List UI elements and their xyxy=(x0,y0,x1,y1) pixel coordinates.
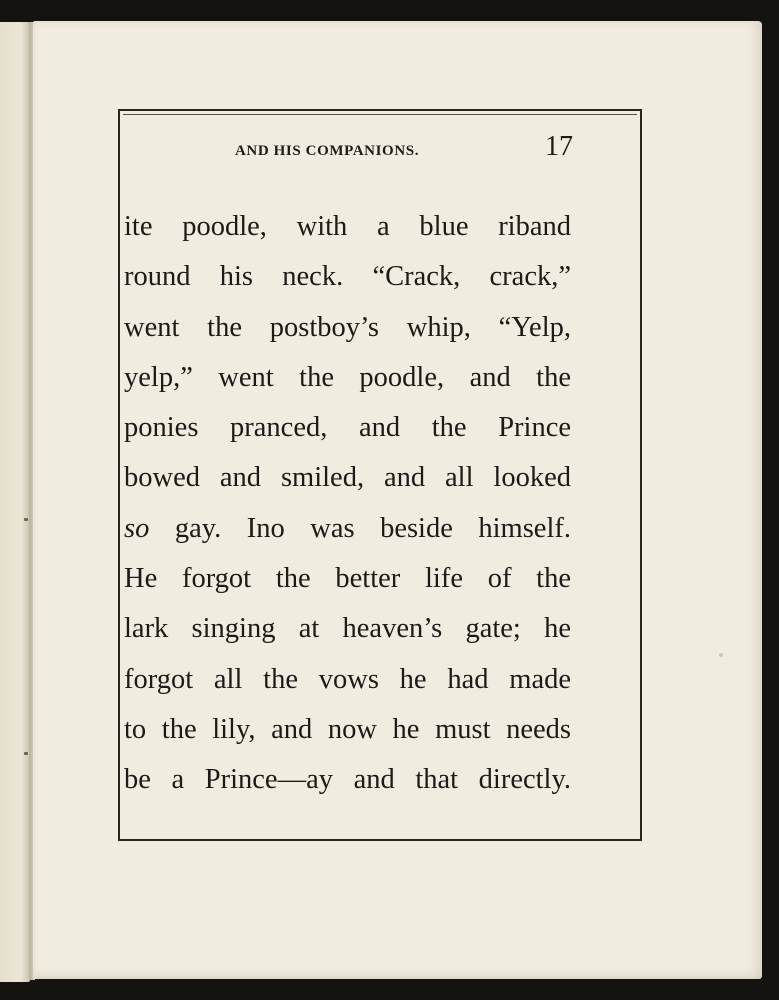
running-head xyxy=(148,131,573,171)
page-number: 17 xyxy=(545,131,573,162)
text-line: round his neck. “Crack, crack,” xyxy=(124,261,571,293)
paper-spot xyxy=(719,653,723,657)
text-line: forgot all the vows he had made xyxy=(124,663,571,695)
page-nick-mark xyxy=(24,752,28,755)
italic-word: so xyxy=(124,512,150,544)
text-line: ponies pranced, and the Prince xyxy=(124,412,571,444)
left-page-edge xyxy=(0,22,30,982)
body-text xyxy=(124,205,571,809)
text-line: be a Prince—ay and that directly. xyxy=(124,764,571,796)
text-line-rest: gay. Ino was beside himself. xyxy=(149,512,571,544)
text-line xyxy=(124,507,571,557)
text-line: yelp,” went the poodle, and the xyxy=(124,361,571,393)
running-head-title: AND HIS COMPANIONS. xyxy=(235,143,420,159)
text-line: to the lily, and now he must needs xyxy=(124,713,571,745)
text-line: He forgot the better life of the xyxy=(124,563,571,595)
text-line: lark singing at heaven’s gate; he xyxy=(124,613,571,645)
text-line: ite poodle, with a blue riband xyxy=(124,211,571,242)
text-line: went the postboy’s whip, “Yelp, xyxy=(124,311,571,343)
text-line: bowed and smiled, and all looked xyxy=(124,462,571,494)
page-nick-mark xyxy=(24,518,28,521)
